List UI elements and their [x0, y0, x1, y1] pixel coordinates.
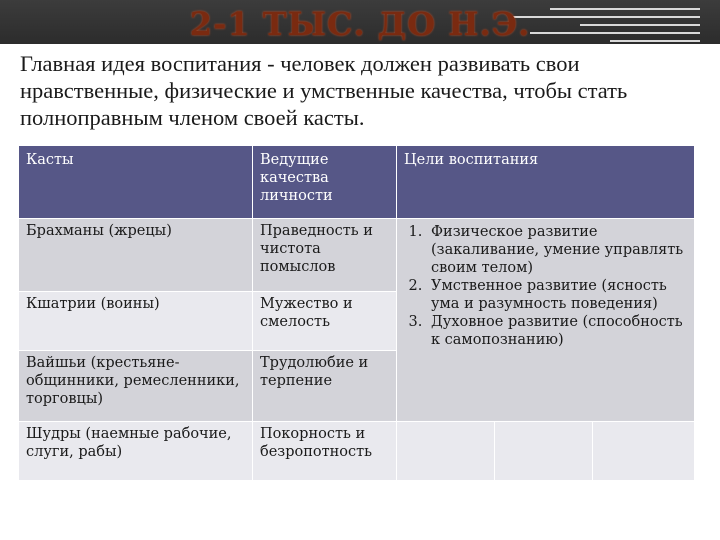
qualities-cell: Покорность и безропотность — [253, 422, 397, 481]
goals-list — [403, 223, 690, 349]
caste-cell: Кшатрии (воины) — [19, 292, 253, 351]
goals-cell — [397, 219, 695, 422]
goal-item: 3. Духовное развитие (способность к самопознанию) — [427, 313, 690, 349]
empty-cell — [593, 422, 695, 481]
table-header-row — [19, 146, 695, 219]
table-row — [19, 422, 695, 481]
empty-cell — [495, 422, 593, 481]
goal-item: 2. Умственное развитие (ясность ума и разумность поведения) — [427, 277, 690, 313]
table-row — [19, 219, 695, 292]
goal-item: 1. Физическое развитие (закаливание, умение управлять своим телом) — [427, 223, 690, 277]
caste-cell: Брахманы (жрецы) — [19, 219, 253, 292]
header-qualities: Ведущие качества личности — [253, 146, 397, 219]
empty-cell — [397, 422, 495, 481]
header-castes: Касты — [19, 146, 253, 219]
qualities-cell: Трудолюбие и терпение — [253, 351, 397, 422]
slide-title: 2-1 ТЫС. ДО Н.Э. — [189, 5, 531, 43]
header-goals: Цели воспитания — [397, 146, 695, 219]
intro-text: Главная идея воспитания - человек должен развивать свои нравственные, физические и умственные качества, чтобы стать полноправным членом своей касты. — [20, 51, 628, 130]
caste-cell: Вайшьи (крестьяне-общинники, ремесленники, торговцы) — [19, 351, 253, 422]
caste-cell: Шудры (наемные рабочие, слуги, рабы) — [19, 422, 253, 481]
qualities-cell: Мужество и смелость — [253, 292, 397, 351]
qualities-cell: Праведность и чистота помыслов — [253, 219, 397, 292]
castes-table — [18, 145, 695, 481]
